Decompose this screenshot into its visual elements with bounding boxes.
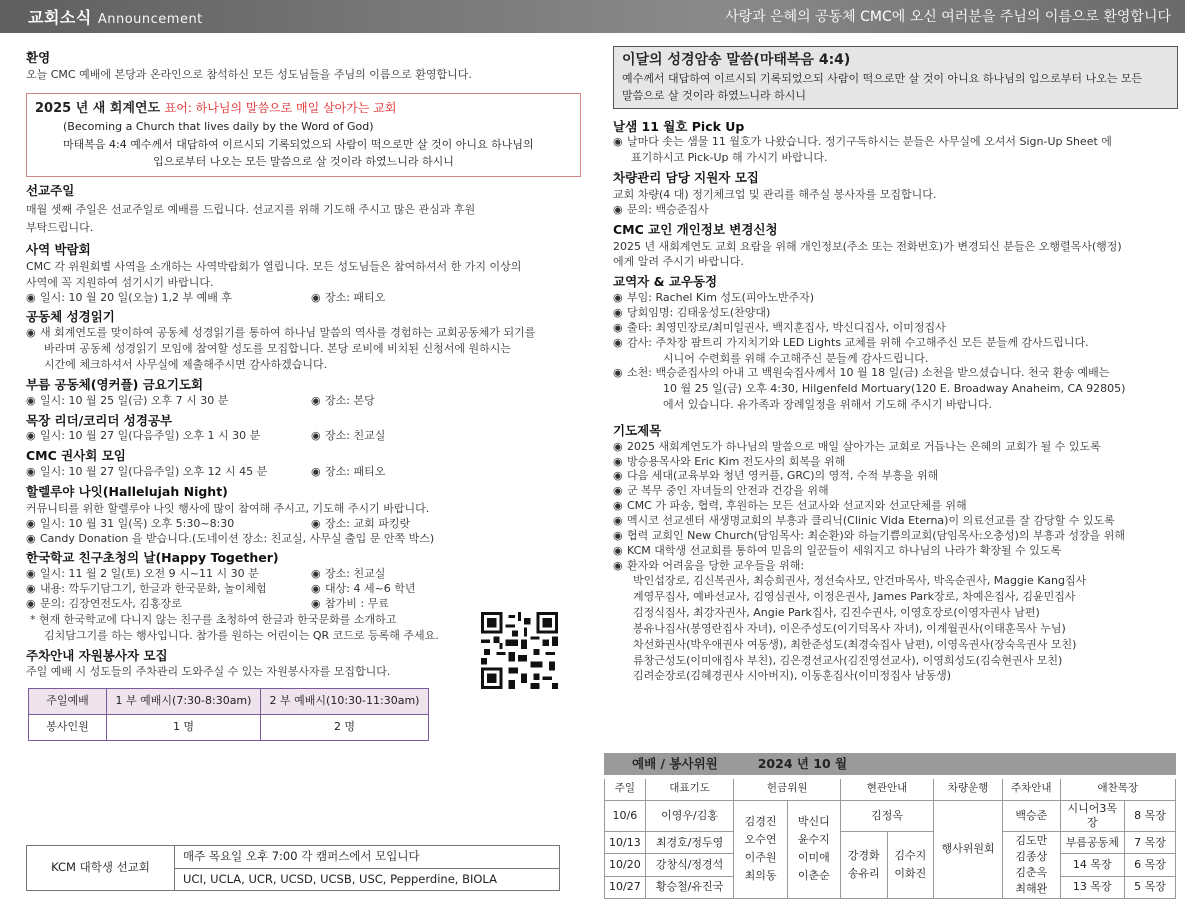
- fiscal-year-heading: [35, 100, 572, 118]
- table-row: [605, 779, 1176, 800]
- news-text: 시니어 수련회를 위해 수고해주신 분들께 감사드립니다.: [663, 351, 929, 365]
- table-cell: 강경화: [847, 848, 880, 862]
- deaconess-date-text: 일시: 10 월 27 일(다음주일) 오후 12 시 45 분: [40, 465, 268, 479]
- table-cell: 2 부 예배시(10:30-11:30am): [261, 689, 429, 715]
- banner-title: [28, 7, 203, 29]
- expo-date-text: 일시: 10 월 20 일(오늘) 1,2 부 예배 후: [40, 290, 233, 304]
- deaconess-title: CMC 권사회 모임: [26, 448, 126, 464]
- table-cell: 최해완: [1015, 881, 1048, 895]
- bullet-icon: ◉: [26, 531, 36, 545]
- table-cell: 부름공동체: [1060, 832, 1124, 854]
- hallelujah-body: 커뮤니티를 위한 할렐루야 나잇 행사에 많이 참여해 주시고, 기도해 주시기 바랍니다.: [26, 501, 430, 515]
- right-column: [613, 46, 1178, 684]
- prayer-list: [613, 440, 1178, 574]
- table-cell: 5 목장: [1124, 876, 1175, 898]
- table-cell: 최의동: [744, 869, 777, 883]
- table-row: [27, 846, 560, 869]
- prayer-item-text: 협력 교회인 New Church(담임목사: 최순환)와 하늘기쁨의교회(담임목사:오충성)의 부흥과 성장을 위해: [627, 528, 1126, 542]
- school-note-2: 김치담그기를 하는 행사입니다. 참가를 원하는 어린이는 QR 코드로 등록해 주세요.: [44, 628, 439, 642]
- bullet-icon: ◉: [613, 439, 623, 453]
- service-month: 2024 년 10 월: [757, 755, 848, 771]
- friday-place: [311, 394, 375, 409]
- bullet-icon: ◉: [613, 135, 623, 149]
- bullet-icon: ◉: [613, 366, 623, 380]
- welcome-body: 오늘 CMC 예배에 본당과 온라인으로 참석하신 모든 성도님들을 주님의 이름으로 환영합니다.: [26, 67, 472, 81]
- bullet-icon: ◉: [613, 528, 623, 542]
- table-cell: 7 목장: [1124, 832, 1175, 854]
- table-cell: 백승준: [1002, 800, 1060, 832]
- sick-names-line: 김려순장로(김혜경권사 시아버지), 이동훈집사(이미정집사 남동생): [633, 669, 952, 683]
- news-title: 교역자 & 교우동정: [613, 274, 718, 290]
- friday-date-text: 일시: 10 월 25 일(금) 오후 7 시 30 분: [40, 393, 229, 407]
- table-cell: 최경호/정두영: [645, 832, 734, 854]
- manna-line-2: 표기하시고 Pick-Up 해 가시기 바랍니다.: [631, 151, 828, 165]
- prayer-item: [613, 544, 1178, 559]
- friday-title: 부름 공동체(영커플) 금요기도회: [26, 376, 204, 392]
- hallelujah-date-text: 일시: 10 월 31 일(목) 오후 5:30~8:30: [40, 516, 235, 530]
- school-content-text: 내용: 깍두기담그기, 한글과 한국문화, 놀이체험: [40, 582, 267, 596]
- qr-code[interactable]: [481, 612, 558, 689]
- bullet-icon: ◉: [26, 596, 36, 610]
- table-cell: 김수지: [894, 848, 927, 862]
- memory-verse-line-1: 예수께서 대답하여 이르시되 기록되었으되 사람이 떡으로만 살 것이 아니요 하나님의 입으로부터 나오는 모든: [622, 71, 1143, 85]
- bullet-icon: ◉: [26, 393, 36, 407]
- school-note-1: * 현재 한국학교에 다니지 않는 친구를 초청하여 한글과 한국문화를 소개하고: [30, 612, 397, 626]
- privacy-line-1: 2025 년 새회계연도 교회 요람을 위해 개인정보(주소 또는 전화번호)가 변경되신 분들은 오행렬목사(행정): [613, 239, 1122, 253]
- table-cell: 주일예배: [29, 689, 107, 715]
- table-cell: 윤수지: [797, 833, 830, 847]
- bible-title: 공동체 성경읽기: [26, 309, 115, 325]
- prayer-title: 기도제목: [613, 422, 662, 438]
- table-cell: 김춘옥: [1015, 865, 1048, 879]
- table-cell: 강창식/정경석: [645, 854, 734, 876]
- prayer-item: [613, 484, 1178, 499]
- school-row-1: [26, 567, 581, 582]
- school-place-text: 장소: 친교실: [325, 567, 386, 581]
- news-text: 부임: Rachel Kim 성도(피아노반주자): [627, 291, 815, 305]
- kcm-name: KCM 대학생 선교회: [27, 846, 175, 891]
- news-item: [613, 306, 1178, 321]
- privacy-line-2: 에게 알려 주시기 바랍니다.: [613, 255, 744, 269]
- news-item: [613, 366, 1178, 381]
- prayer-item: [613, 559, 1178, 574]
- table-header: 주일: [605, 779, 646, 800]
- offering-col-b: [787, 800, 840, 898]
- table-cell: 이미애: [797, 851, 830, 865]
- news-item: [613, 291, 1178, 306]
- prayer-item: [613, 440, 1178, 455]
- prayer-item: [613, 499, 1178, 514]
- leader-study-title: 목장 리더/코리더 성경공부: [26, 412, 173, 428]
- friday-info: [26, 394, 581, 409]
- expo-title: 사역 박람회: [26, 242, 91, 258]
- bullet-icon: ◉: [311, 596, 321, 610]
- table-cell: 이영우/김홍: [645, 800, 734, 832]
- banner-title-ko: 교회소식: [28, 8, 92, 27]
- hallelujah-date: [26, 517, 311, 532]
- news-text: 출타: 최영민장로/최미일권사, 백지훈집사, 박신디집사, 이미정집사: [627, 320, 946, 334]
- fiscal-year-box: [26, 93, 581, 177]
- prayer-item-text: KCM 대학생 선교회를 통하여 믿음의 일꾼들이 세워지고 하나님의 나라가 확장될 수 있도록: [627, 543, 1062, 557]
- bullet-icon: ◉: [613, 499, 623, 513]
- bible-line-3: 시간에 체크하셔서 사무실에 제출해주시면 감사하겠습니다.: [44, 358, 328, 372]
- school-contact-text: 문의: 김장연전도사, 김홍장로: [40, 596, 182, 610]
- parking-col: [1002, 832, 1060, 899]
- bullet-icon: ◉: [613, 335, 623, 349]
- offering-col-a: [734, 800, 787, 898]
- table-cell: 10/6: [605, 800, 646, 832]
- hallelujah-title: 할렐루야 나잇(Hallelujah Night): [26, 484, 228, 500]
- bullet-icon: ◉: [311, 429, 321, 443]
- service-section: [604, 753, 1176, 899]
- expo-place: [311, 291, 385, 306]
- school-target-text: 대상: 4 세~6 학년: [325, 582, 416, 596]
- bullet-icon: ◉: [26, 429, 36, 443]
- table-header: 현관안내: [840, 779, 933, 800]
- sick-names-line: 계영무집사, 예바선교사, 김영심권사, 이정은권사, James Park장로, 차예은집사, 김윤민집사: [633, 590, 1076, 604]
- bullet-icon: ◉: [613, 202, 623, 216]
- motto-verse-2: 입으로부터 나오는 모든 말씀으로 살 것이라 하였느니라 하시니: [153, 154, 454, 168]
- vehicle-title: 차량관리 담당 지원자 모집: [613, 170, 759, 186]
- bullet-icon: ◉: [311, 393, 321, 407]
- manna-line-1: 날마다 솟는 샘물 11 월호가 나왔습니다. 정기구독하시는 분들은 사무실에 오셔서 Sign-Up Sheet 에: [627, 135, 1112, 149]
- table-cell: 이주원: [744, 851, 777, 865]
- table-cell: 김경진: [744, 814, 777, 828]
- prayer-item-text: CMC 가 파송, 협력, 후원하는 모든 선교사와 선교지와 선교단체를 위해: [627, 499, 967, 513]
- school-target: [311, 582, 416, 597]
- news-item: [613, 321, 1178, 336]
- table-cell: 1 명: [107, 715, 261, 741]
- table-cell: 10/20: [605, 854, 646, 876]
- table-cell: 2 명: [261, 715, 429, 741]
- bullet-icon: ◉: [311, 290, 321, 304]
- bullet-icon: ◉: [613, 513, 623, 527]
- service-table: [604, 779, 1176, 899]
- header-banner: [0, 0, 1185, 33]
- banner-welcome: 사랑과 은혜의 공동체 CMC에 오신 여러분을 주님의 이름으로 환영합니다: [725, 9, 1171, 25]
- privacy-title: CMC 교인 개인정보 변경신청: [613, 221, 778, 237]
- table-cell: 김도만: [1015, 834, 1048, 848]
- kcm-schedule: 매주 목요일 오후 7:00 각 캠퍼스에서 모입니다: [175, 846, 560, 869]
- bullet-icon: ◉: [613, 484, 623, 498]
- prayer-item-text: 2025 새회계연도가 하나님의 말씀으로 매일 살아가는 교회로 거듭나는 은혜의 교회가 될 수 있도록: [627, 439, 1101, 453]
- table-cell: 황승철/유진국: [645, 876, 734, 898]
- leader-study-place: [311, 429, 385, 444]
- parking-table: [28, 688, 429, 741]
- sick-names-line: 차선화권사(박우애권사 여동생), 최한준성도(최경숙집사 남편), 이영옥권사(장숙옥권사 모친): [633, 637, 1077, 651]
- bullet-icon: ◉: [311, 465, 321, 479]
- sick-names-line: 김정식집사, 최강자권사, Angie Park집사, 김진수권사, 이영호장로(이영자권사 남편): [633, 606, 1040, 620]
- bullet-icon: ◉: [613, 543, 623, 557]
- sick-names-line: 봉유나집사(봉영란집사 자녀), 이은주성도(이기덕목사 자녀), 이계월권사(이태훈목사 누님): [633, 621, 1066, 635]
- bullet-icon: ◉: [26, 567, 36, 581]
- memory-verse-line-2: 말씀으로 살 것이라 하였느니라 하시니: [622, 88, 807, 102]
- school-date-text: 일시: 11 월 2 일(토) 오전 9 시~11 시 30 분: [40, 567, 259, 581]
- hallelujah-info: [26, 517, 581, 532]
- memory-verse-box: [613, 46, 1178, 109]
- table-cell: 김종상: [1015, 850, 1048, 864]
- table-cell: 박신디: [797, 814, 830, 828]
- table-cell: 이춘순: [797, 869, 830, 883]
- bullet-icon: ◉: [26, 465, 36, 479]
- news-item: [613, 336, 1178, 351]
- bullet-icon: ◉: [26, 326, 36, 340]
- vehicle-line-1: 교회 차량(4 대) 정기체크업 및 관리를 해주실 봉사자를 모집합니다.: [613, 188, 937, 202]
- vehicle-contact-text: 문의: 백승준집사: [627, 202, 709, 216]
- prayer-item: [613, 455, 1178, 470]
- bullet-icon: ◉: [613, 469, 623, 483]
- fiscal-year-motto: 표어: 하나님의 말씀으로 매일 살아가는 교회: [164, 100, 397, 115]
- table-cell: 14 목장: [1060, 854, 1124, 876]
- news-text: 감사: 주차장 팜트리 가지치기와 LED Lights 교체를 위해 수고해주신 모든 분들께 감사드립니다.: [627, 335, 1089, 349]
- table-cell: 8 목장: [1124, 800, 1175, 832]
- prayer-item-text: 다음 세대(교육부와 청년 영커플, GRC)의 영적, 수적 부흥을 위해: [627, 469, 939, 483]
- hallelujah-place-text: 장소: 교회 파킹랏: [325, 516, 411, 530]
- bullet-icon: ◉: [613, 291, 623, 305]
- bullet-icon: ◉: [613, 454, 623, 468]
- welcome-title: 환영: [26, 50, 51, 65]
- prayer-item-text: 멕시코 선교센터 새생명교회의 부흥과 클리닉(Clinic Vida Eterna)이 의료선교를 잘 감당할 수 있도록: [627, 513, 1115, 527]
- candy-text: Candy Donation 을 받습니다.(도네이션 장소: 친교실, 사무실 출입 문 안쪽 박스): [40, 531, 435, 545]
- leader-study-info: [26, 429, 581, 444]
- table-cell: 13 목장: [1060, 876, 1124, 898]
- news-text: 10 월 25 일(금) 오후 4:30, Hilgenfeld Mortuary(120 E. Broadway Anaheim, CA 92805): [663, 382, 1126, 396]
- bullet-icon: ◉: [311, 567, 321, 581]
- prayer-item-text: 환자와 어려움을 당한 교우들을 위해:: [627, 558, 805, 572]
- mission-body-2: 부탁드립니다.: [26, 221, 94, 235]
- mission-body-1: 매월 셋째 주일은 선교주일로 예배를 드립니다. 선교지를 위해 기도해 주시고 많은 관심과 후원: [26, 202, 476, 216]
- bullet-icon: ◉: [311, 582, 321, 596]
- table-header: 헌금위원: [734, 779, 841, 800]
- fiscal-year-title: 2025 년 새 회계연도: [35, 100, 161, 116]
- school-contact: [26, 597, 311, 612]
- parking-body: 주일 예배 시 성도들의 주차관리 도와주실 수 있는 자원봉사자를 모집합니다.: [26, 665, 391, 679]
- bullet-icon: ◉: [26, 290, 36, 304]
- prayer-item: [613, 514, 1178, 529]
- table-row: [605, 832, 1176, 854]
- bullet-icon: ◉: [26, 582, 36, 596]
- school-date: [26, 567, 311, 582]
- memory-verse-title: 이달의 성경암송 말씀(마태복음 4:4): [622, 52, 851, 68]
- school-row-2: [26, 582, 581, 597]
- leader-study-date: [26, 429, 311, 444]
- table-cell: 시니어3목장: [1060, 800, 1124, 832]
- deaconess-info: [26, 465, 581, 480]
- school-place: [311, 567, 385, 582]
- door-col-b: [887, 832, 934, 899]
- korean-school-title: 한국학교 친구초청의 날(Happy Together): [26, 550, 279, 566]
- school-fee: [311, 597, 389, 612]
- news-text: 당회임명: 김태웅성도(찬양대): [627, 305, 771, 319]
- table-header: 주차안내: [1002, 779, 1060, 800]
- prayer-item: [613, 469, 1178, 484]
- expo-info: [26, 291, 581, 306]
- banner-subtitle: Announcement: [97, 12, 203, 27]
- kcm-campuses: UCI, UCLA, UCR, UCSD, UCSB, USC, Pepperdine, BIOLA: [175, 868, 560, 891]
- manna-title: 날샘 11 월호 Pick Up: [613, 118, 745, 134]
- deaconess-place: [311, 465, 385, 480]
- bible-line-1: 새 회계연도를 맞이하여 공동체 성경읽기를 통하여 하나님 말씀의 역사를 경험하는 교회공동체가 되기를: [40, 326, 536, 340]
- motto-verse-1: 마태복음 4:4 예수께서 대답하여 이르시되 기록되었으되 사람이 떡으로만 살 것이 아니요 하나님의: [63, 138, 534, 152]
- motto-english: (Becoming a Church that lives daily by the Word of God): [63, 120, 374, 134]
- friday-date: [26, 394, 311, 409]
- leader-study-place-text: 장소: 친교실: [325, 429, 386, 443]
- deaconess-date: [26, 465, 311, 480]
- table-header: 대표기도: [645, 779, 734, 800]
- expo-body-1: CMC 각 위원회별 사역을 소개하는 사역박람회가 열립니다. 모든 성도님들은 참여하셔서 한 가지 이상의: [26, 259, 522, 273]
- table-cell: 이화진: [894, 866, 927, 880]
- expo-date: [26, 291, 311, 306]
- school-content: [26, 582, 311, 597]
- service-title: 예배 / 봉사위원: [632, 755, 718, 771]
- table-cell: 6 목장: [1124, 854, 1175, 876]
- prayer-item-text: 방승용목사와 Eric Kim 전도사의 회복을 위해: [627, 454, 846, 468]
- table-header: 애찬목장: [1060, 779, 1175, 800]
- bullet-icon: ◉: [613, 558, 623, 572]
- bullet-icon: ◉: [311, 516, 321, 530]
- table-cell: 10/13: [605, 832, 646, 854]
- service-header: [604, 753, 1176, 775]
- table-row: [605, 800, 1176, 832]
- school-fee-text: 참가비 : 무료: [325, 596, 389, 610]
- manna-item: [613, 135, 1178, 150]
- prayer-item-text: 군 복무 중인 자녀들의 안전과 건강을 위해: [627, 484, 829, 498]
- expo-body-2: 사역에 꼭 지원하여 섬기시기 바랍니다.: [26, 275, 214, 289]
- hallelujah-place: [311, 517, 410, 532]
- parking-title: 주차안내 자원봉사자 모집: [26, 647, 168, 663]
- news-text: 에서 있습니다. 유가족과 장례일정을 위해서 기도해 주시기 바랍니다.: [663, 398, 992, 412]
- mission-title: 선교주일: [26, 182, 75, 198]
- table-cell: 10/27: [605, 876, 646, 898]
- sick-names-line: 박인섭장로, 김신복권사, 최승희권사, 정선숙사모, 안건마목사, 박옥순권사, Maggie Kang집사: [633, 574, 1087, 588]
- table-cell: 김정옥: [840, 800, 933, 832]
- vehicle-contact: [613, 203, 1178, 218]
- table-header: 차량운행: [934, 779, 1003, 800]
- bible-line-2: 바라며 공동체 성경읽기 모임에 참여할 성도를 모집합니다. 본당 로비에 비치된 신청서에 원하시는: [44, 342, 511, 356]
- prayer-item: [613, 529, 1178, 544]
- door-col-a: [840, 832, 887, 899]
- table-cell: 송유리: [847, 866, 880, 880]
- table-cell: 봉사인원: [29, 715, 107, 741]
- bullet-icon: ◉: [613, 320, 623, 334]
- sick-list: [613, 574, 1178, 684]
- news-text: 소천: 백승준집사의 아내 고 백원숙집사께서 10 월 18 일(금) 소천을 받으셨습니다. 천국 환송 예배는: [627, 366, 1110, 380]
- table-row: [29, 715, 429, 741]
- table-cell: 1 부 예배시(7:30-8:30am): [107, 689, 261, 715]
- table-cell: 행사위원회: [934, 800, 1003, 898]
- candy-item: [26, 532, 581, 547]
- school-row-3: [26, 597, 581, 612]
- expo-place-text: 장소: 패티오: [325, 290, 386, 304]
- bible-item: [26, 326, 581, 341]
- bullet-icon: ◉: [613, 305, 623, 319]
- kcm-box: [26, 845, 560, 891]
- sick-names-line: 류창근성도(이미애집사 부친), 김은경선교사(김진영선교사), 이영희성도(김숙현권사 모친): [633, 653, 1063, 667]
- friday-place-text: 장소: 본당: [325, 393, 375, 407]
- bullet-icon: ◉: [26, 516, 36, 530]
- leader-study-date-text: 일시: 10 월 27 일(다음주일) 오후 1 시 30 분: [40, 429, 261, 443]
- table-cell: 오수연: [744, 833, 777, 847]
- deaconess-place-text: 장소: 패티오: [325, 465, 386, 479]
- table-row: [29, 689, 429, 715]
- mission-body: [26, 201, 581, 238]
